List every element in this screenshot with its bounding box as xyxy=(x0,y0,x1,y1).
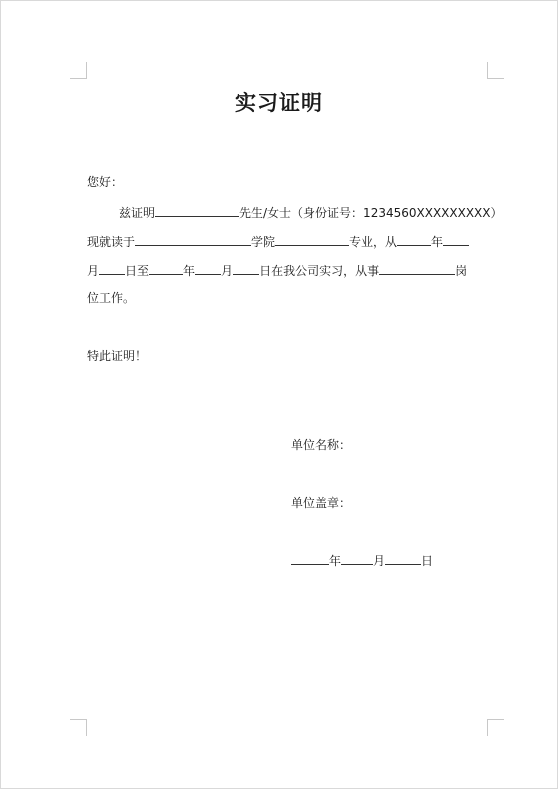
start-month-blank[interactable] xyxy=(443,233,469,246)
start-day-blank[interactable] xyxy=(99,262,125,275)
sign-year-blank[interactable] xyxy=(291,552,329,565)
paragraph-line-1 xyxy=(119,204,503,220)
unit-seal-label: 单位盖章： xyxy=(291,496,352,510)
sign-day-blank[interactable] xyxy=(385,552,421,565)
greeting: 您好： xyxy=(87,175,124,189)
sign-month-blank[interactable] xyxy=(341,552,373,565)
text-post: 岗 xyxy=(455,264,468,278)
school-blank[interactable] xyxy=(135,233,251,246)
end-day-blank[interactable] xyxy=(233,262,259,275)
name-blank[interactable] xyxy=(155,204,239,217)
margin-corner-mark xyxy=(487,62,504,79)
text-prefix: 兹证明 xyxy=(119,206,156,220)
margin-corner-mark xyxy=(70,719,87,736)
start-year-blank[interactable] xyxy=(397,233,431,246)
paragraph-line-4: 位工作。 xyxy=(87,291,136,305)
text-month: 月 xyxy=(87,264,100,278)
end-month-blank[interactable] xyxy=(195,262,221,275)
text-year: 年 xyxy=(329,554,342,568)
text-year: 年 xyxy=(183,264,196,278)
unit-name-label: 单位名称： xyxy=(291,438,352,452)
major-blank[interactable] xyxy=(275,233,349,246)
text-month: 月 xyxy=(221,264,234,278)
text-prefix: 现就读于 xyxy=(87,235,136,249)
text-middle: 先生/女士（身份证号：1234560XXXXXXXXX） xyxy=(239,206,503,220)
text-month: 月 xyxy=(373,554,386,568)
text-school: 学院 xyxy=(251,235,276,249)
margin-corner-mark xyxy=(70,62,87,79)
document-title: 实习证明 xyxy=(235,91,323,115)
signature-date xyxy=(291,552,433,569)
closing-statement: 特此证明！ xyxy=(87,349,148,363)
margin-corner-mark xyxy=(487,719,504,736)
text-day-company: 日在我公司实习，从事 xyxy=(259,264,380,278)
text-day: 日 xyxy=(421,554,434,568)
text-major: 专业，从 xyxy=(349,235,398,249)
text-year: 年 xyxy=(431,235,444,249)
text-day-to: 日至 xyxy=(125,264,150,278)
end-year-blank[interactable] xyxy=(149,262,183,275)
paragraph-line-3 xyxy=(87,262,467,278)
position-blank[interactable] xyxy=(379,262,455,275)
paragraph-line-2 xyxy=(87,233,469,249)
